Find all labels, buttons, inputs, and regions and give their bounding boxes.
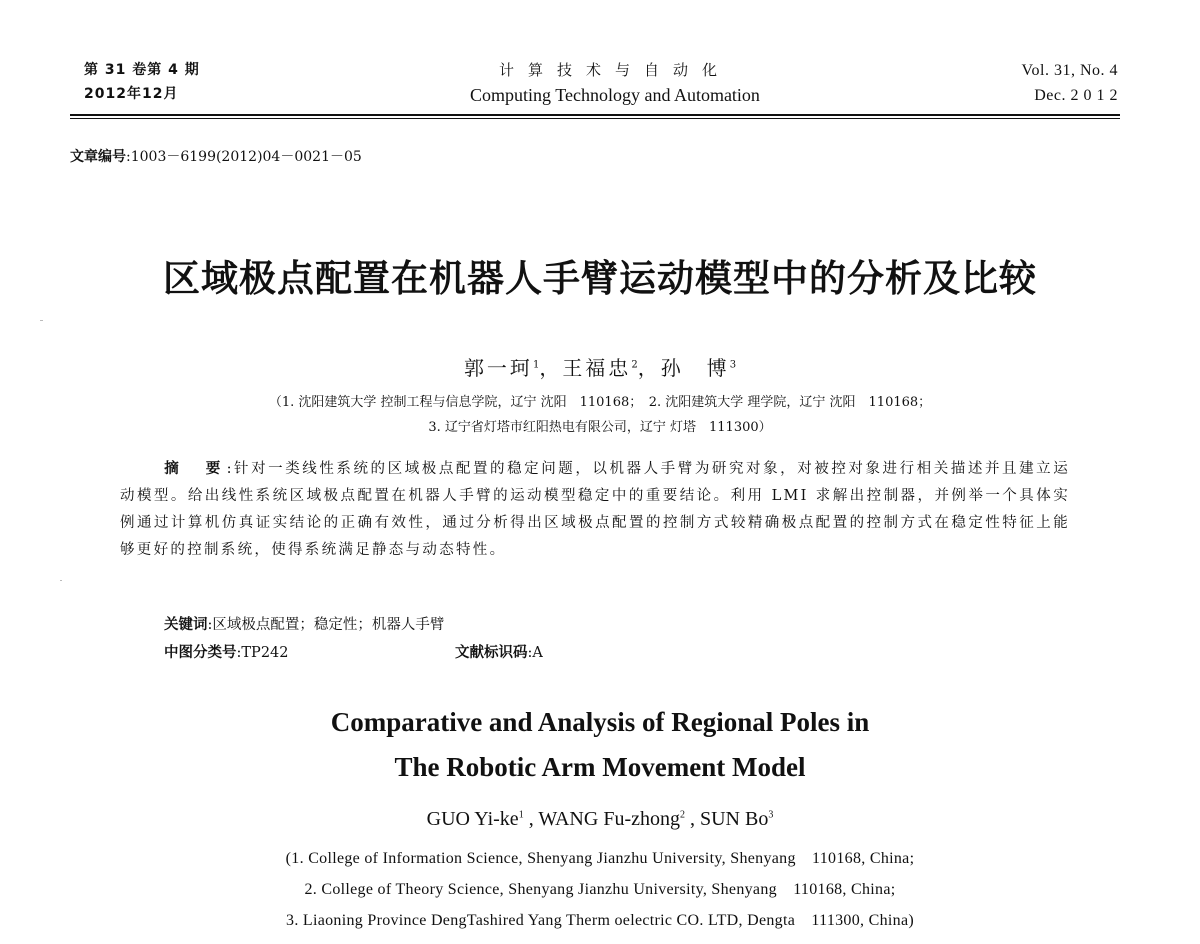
article-number-value: :1003－6199(2012)04－0021－05 bbox=[126, 149, 362, 165]
affiliation-en-line: (1. College of Information Science, Shenyang Jianzhu University, Shenyang 110168, China; bbox=[285, 850, 915, 867]
journal-issue-cn bbox=[84, 58, 200, 106]
affiliation-cn-line: 3. 辽宁省灯塔市红阳热电有限公司，辽宁 灯塔 111300） bbox=[428, 420, 772, 435]
document-code-label: 文献标识码 bbox=[455, 645, 528, 661]
affiliations-cn bbox=[0, 390, 1200, 440]
header-rule-thin bbox=[70, 118, 1120, 119]
journal-name-en: Computing Technology and Automation bbox=[470, 85, 760, 105]
authors-en bbox=[0, 808, 1200, 831]
author-1-cn-mark: 1 bbox=[532, 359, 540, 371]
classification-number bbox=[164, 640, 289, 667]
header-rule-thick bbox=[70, 114, 1120, 116]
affiliations-en bbox=[0, 843, 1200, 936]
title-en-line-2: The Robotic Arm Movement Model bbox=[394, 752, 806, 782]
scan-speck bbox=[40, 320, 43, 321]
author-sep: , bbox=[523, 808, 539, 830]
author-sep: ， bbox=[637, 356, 661, 380]
author-2-cn: 王福忠 bbox=[562, 356, 632, 380]
volume-issue-cn: 第 31 卷第 4 期 bbox=[84, 62, 200, 78]
date-cn: 2012年12月 bbox=[84, 86, 179, 102]
document-code bbox=[455, 640, 543, 667]
author-3-cn: 孙 博 bbox=[660, 356, 730, 380]
author-sep: ， bbox=[539, 356, 563, 380]
abstract-text: :针对一类线性系统的区域极点配置的稳定问题，以机器人手臂为研究对象，对被控对象进行相关描述并且建立运动模型。给出线性系统区域极点配置在机器人手臂的运动模型稳定中的重要结论。利用 LMI 求解出控制器，并例举一个具体实例通过计算机仿真证实结论的正确有效性，通过分析得出区域极点配置的控制方式较精确极点配置的控制方式在稳定性特征上能够更好的控制系统，使得系统满足静态与动态特性。 bbox=[120, 461, 1071, 558]
abstract-cn bbox=[120, 456, 1070, 564]
classification-value: :TP242 bbox=[236, 645, 289, 661]
article-number-label: 文章编号 bbox=[70, 149, 126, 165]
author-1-cn: 郭一珂 bbox=[463, 356, 533, 380]
journal-name-cn: 计算技术与自动化 bbox=[498, 61, 731, 79]
author-2-en-mark: 2 bbox=[679, 809, 685, 821]
keywords-value: :区域极点配置；稳定性；机器人手臂 bbox=[207, 617, 445, 633]
title-en-line-1: Comparative and Analysis of Regional Poles in bbox=[330, 707, 870, 737]
paper-title-cn: 区域极点配置在机器人手臂运动模型中的分析及比较 bbox=[163, 257, 1037, 300]
author-sep: , bbox=[684, 808, 700, 830]
affiliation-en-line: 2. College of Theory Science, Shenyang Jianzhu University, Shenyang 110168, China; bbox=[304, 881, 896, 898]
author-3-en-mark: 3 bbox=[768, 809, 774, 821]
author-2-en: WANG Fu-zhong bbox=[538, 808, 680, 830]
keywords-cn bbox=[164, 612, 444, 639]
authors-cn bbox=[0, 352, 1200, 381]
keywords-label: 关键词 bbox=[164, 617, 208, 633]
article-number bbox=[70, 146, 362, 166]
author-3-cn-mark: 3 bbox=[729, 359, 737, 371]
paper-title-en bbox=[0, 700, 1200, 790]
author-3-en: SUN Bo bbox=[699, 808, 769, 830]
volume-issue-en: Vol. 31, No. 4 bbox=[1021, 62, 1118, 79]
journal-name bbox=[380, 58, 850, 108]
document-code-value: :A bbox=[527, 645, 543, 661]
date-en: Dec. 2 0 1 2 bbox=[1034, 87, 1118, 104]
author-1-en-mark: 1 bbox=[518, 809, 524, 821]
affiliation-cn-line: （1. 沈阳建筑大学 控制工程与信息学院，辽宁 沈阳 110168； 2. 沈阳建筑大学 理学院，辽宁 沈阳 110168； bbox=[268, 395, 932, 410]
journal-issue-en bbox=[1022, 58, 1119, 108]
scan-speck bbox=[60, 580, 62, 581]
abstract-label: 摘 要 bbox=[164, 461, 227, 477]
affiliation-en-line: 3. Liaoning Province DengTashired Yang Therm oelectric CO. LTD, Dengta 111300, China) bbox=[286, 912, 914, 929]
author-1-en: GUO Yi-ke bbox=[426, 808, 519, 830]
classification-label: 中图分类号 bbox=[164, 645, 237, 661]
author-2-cn-mark: 2 bbox=[631, 359, 638, 371]
